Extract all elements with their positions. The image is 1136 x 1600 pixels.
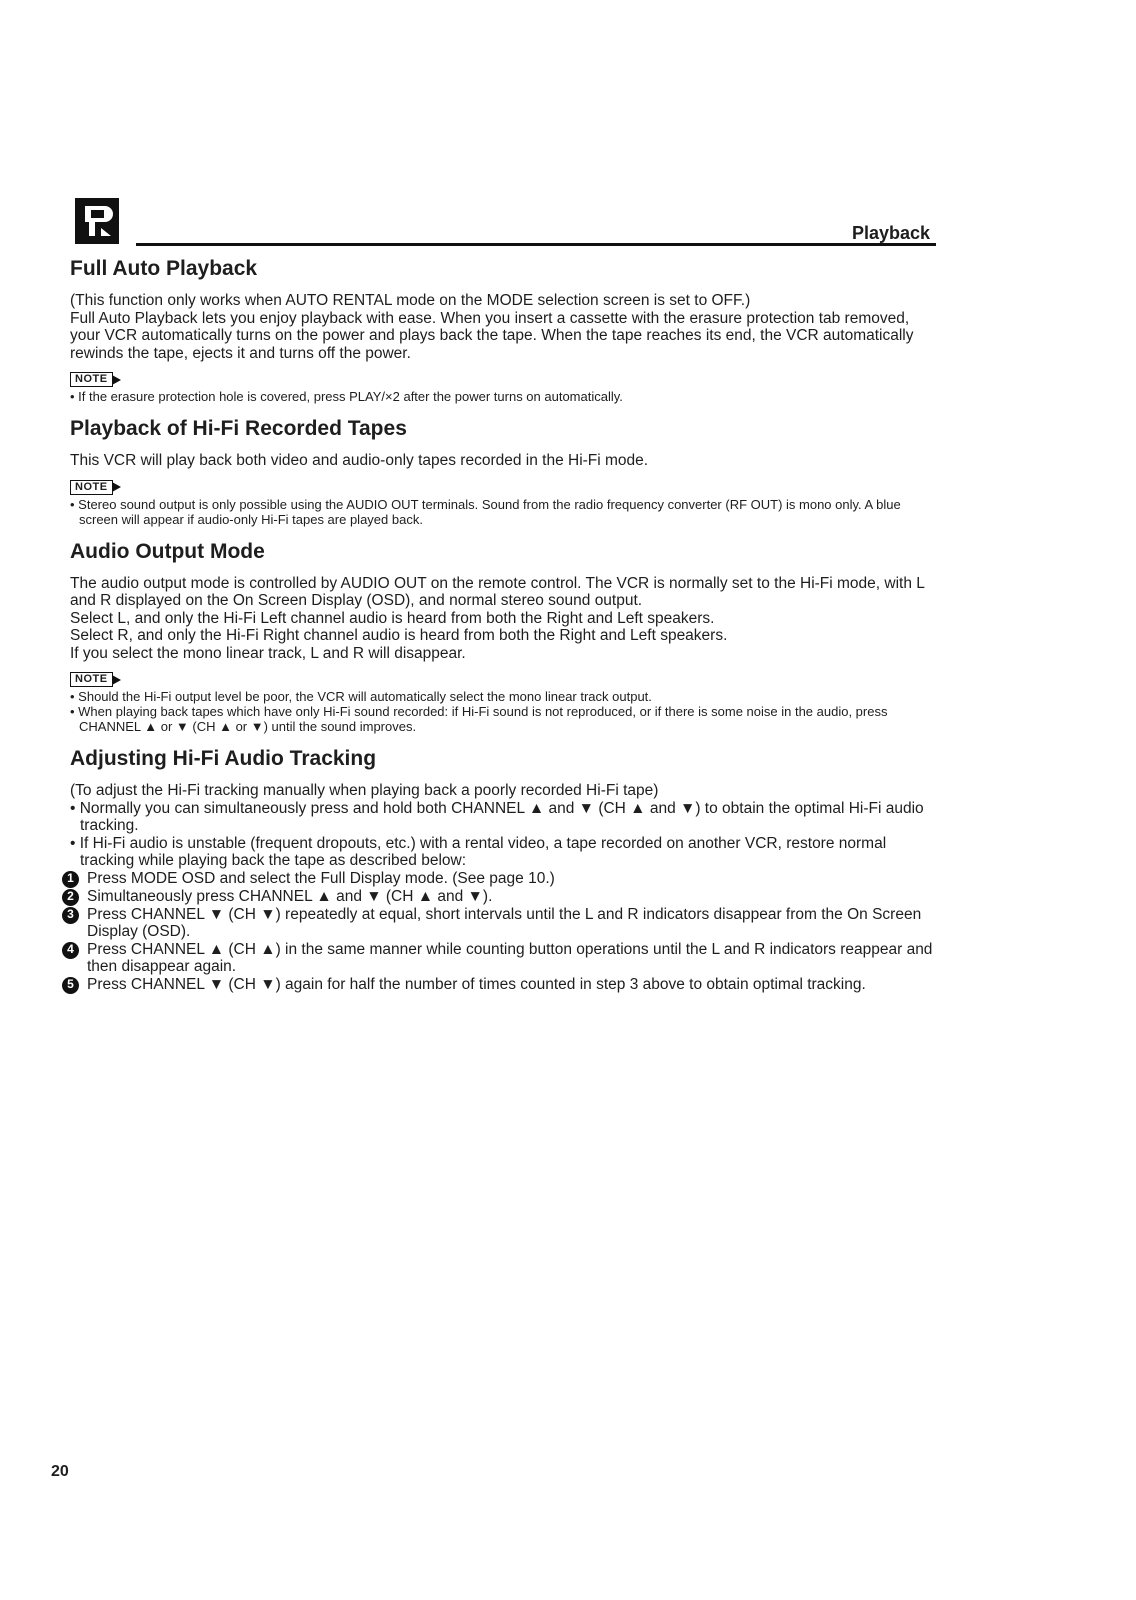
section-title: Audio Output Mode [70, 539, 265, 563]
paragraph: (This function only works when AUTO RENTAL mode on the MODE selection screen is set to OFF.) [70, 292, 751, 309]
note-badge [70, 372, 121, 387]
step-item [67, 869, 940, 888]
step-item [67, 975, 940, 994]
step-text: Press CHANNEL ▲ (CH ▲) in the same manner while counting button operations until the L and R indicators reappear and then disappear again. [87, 940, 933, 975]
note-label: NOTE [70, 372, 113, 387]
paragraph: (To adjust the Hi-Fi tracking manually when playing back a poorly recorded Hi-Fi tape) [70, 782, 659, 799]
note-badge [70, 480, 121, 495]
page-number: 20 [51, 1463, 69, 1480]
note-item: • When playing back tapes which have only Hi-Fi sound recorded: if Hi-Fi sound is not reproduced, or if there is some noise in the audio, press CHANNEL ▲ or ▼ (CH ▲ or ▼) until the sound improves. [70, 704, 888, 734]
note-label: NOTE [70, 672, 113, 687]
step-text: Press MODE OSD and select the Full Display mode. (See page 10.) [87, 869, 555, 887]
note-item: • Should the Hi-Fi output level be poor, the VCR will automatically select the mono linear track output. [70, 689, 652, 704]
page-content [67, 254, 940, 1004]
step-text: Simultaneously press CHANNEL ▲ and ▼ (CH ▲ and ▼). [87, 887, 493, 905]
section-title: Adjusting Hi-Fi Audio Tracking [70, 747, 377, 770]
section-body [67, 782, 940, 994]
note-label: NOTE [70, 480, 113, 495]
section-audio-output-mode [70, 537, 940, 735]
note-arrow-icon [112, 675, 121, 685]
step-item [67, 887, 940, 906]
bullet-item: • If Hi-Fi audio is unstable (frequent dropouts, etc.) with a rental video, a tape recorded on another VCR, restore normal tracking while playing back the tape as described below: [70, 834, 887, 869]
paragraph: Select L, and only the Hi-Fi Left channel audio is heard from both the Right and Left speakers. [70, 609, 715, 627]
section-body [70, 292, 940, 362]
step-text: Press CHANNEL ▼ (CH ▼) repeatedly at equal, short intervals until the L and R indicators disappear from the On Screen Display (OSD). [87, 905, 922, 940]
paragraph: If you select the mono linear track, L and R will disappear. [70, 644, 466, 662]
section-body [70, 452, 940, 470]
section-title: Playback of Hi-Fi Recorded Tapes [70, 417, 407, 440]
paragraph: The audio output mode is controlled by AUDIO OUT on the remote control. The VCR is normally set to the Hi-Fi mode, with L and R displayed on the On Screen Display (OSD), and normal stereo sound output. [70, 574, 925, 609]
note-badge [70, 672, 121, 687]
step-item [67, 940, 940, 976]
step-number-icon: 3 [62, 907, 79, 924]
section-adjusting-tracking [67, 744, 940, 994]
section-hifi-tapes [70, 414, 940, 527]
playback-tab-icon [75, 198, 119, 244]
section-title: Full Auto Playback [70, 257, 258, 280]
paragraph: Select R, and only the Hi-Fi Right channel audio is heard from both the Right and Left speakers. [70, 627, 728, 644]
note-arrow-icon [112, 375, 121, 385]
step-text: Press CHANNEL ▼ (CH ▼) again for half the number of times counted in step 3 above to obtain optimal tracking. [87, 975, 866, 993]
step-item [67, 905, 940, 941]
note-item: • If the erasure protection hole is covered, press PLAY/×2 after the power turns on automatically. [70, 389, 623, 404]
header-title: Playback [851, 223, 930, 243]
step-number-icon: 4 [62, 942, 79, 959]
section-full-auto-playback [70, 254, 940, 404]
step-number-icon: 2 [62, 889, 79, 906]
note-item: • Stereo sound output is only possible using the AUDIO OUT terminals. Sound from the radio frequency converter (RF OUT) is mono only. A blue screen will appear if audio-only Hi-Fi tapes are played back. [70, 496, 901, 527]
bullet-item: • Normally you can simultaneously press and hold both CHANNEL ▲ and ▼ (CH ▲ and ▼) to obtain the optimal Hi-Fi audio tracking. [70, 799, 924, 834]
section-body [70, 575, 940, 663]
paragraph: This VCR will play back both video and audio-only tapes recorded in the Hi-Fi mode. [70, 452, 649, 469]
header-rule [136, 243, 936, 246]
note-arrow-icon [112, 482, 121, 492]
step-number-icon: 1 [62, 871, 79, 888]
paragraph: Full Auto Playback lets you enjoy playback with ease. When you insert a cassette with the erasure protection tab removed, your VCR automatically turns on the power and plays back the tape. When the tape reaches its end, the VCR automatically rewinds the tape, ejects it and turns off the power. [70, 309, 914, 362]
step-number-icon: 5 [62, 977, 79, 994]
